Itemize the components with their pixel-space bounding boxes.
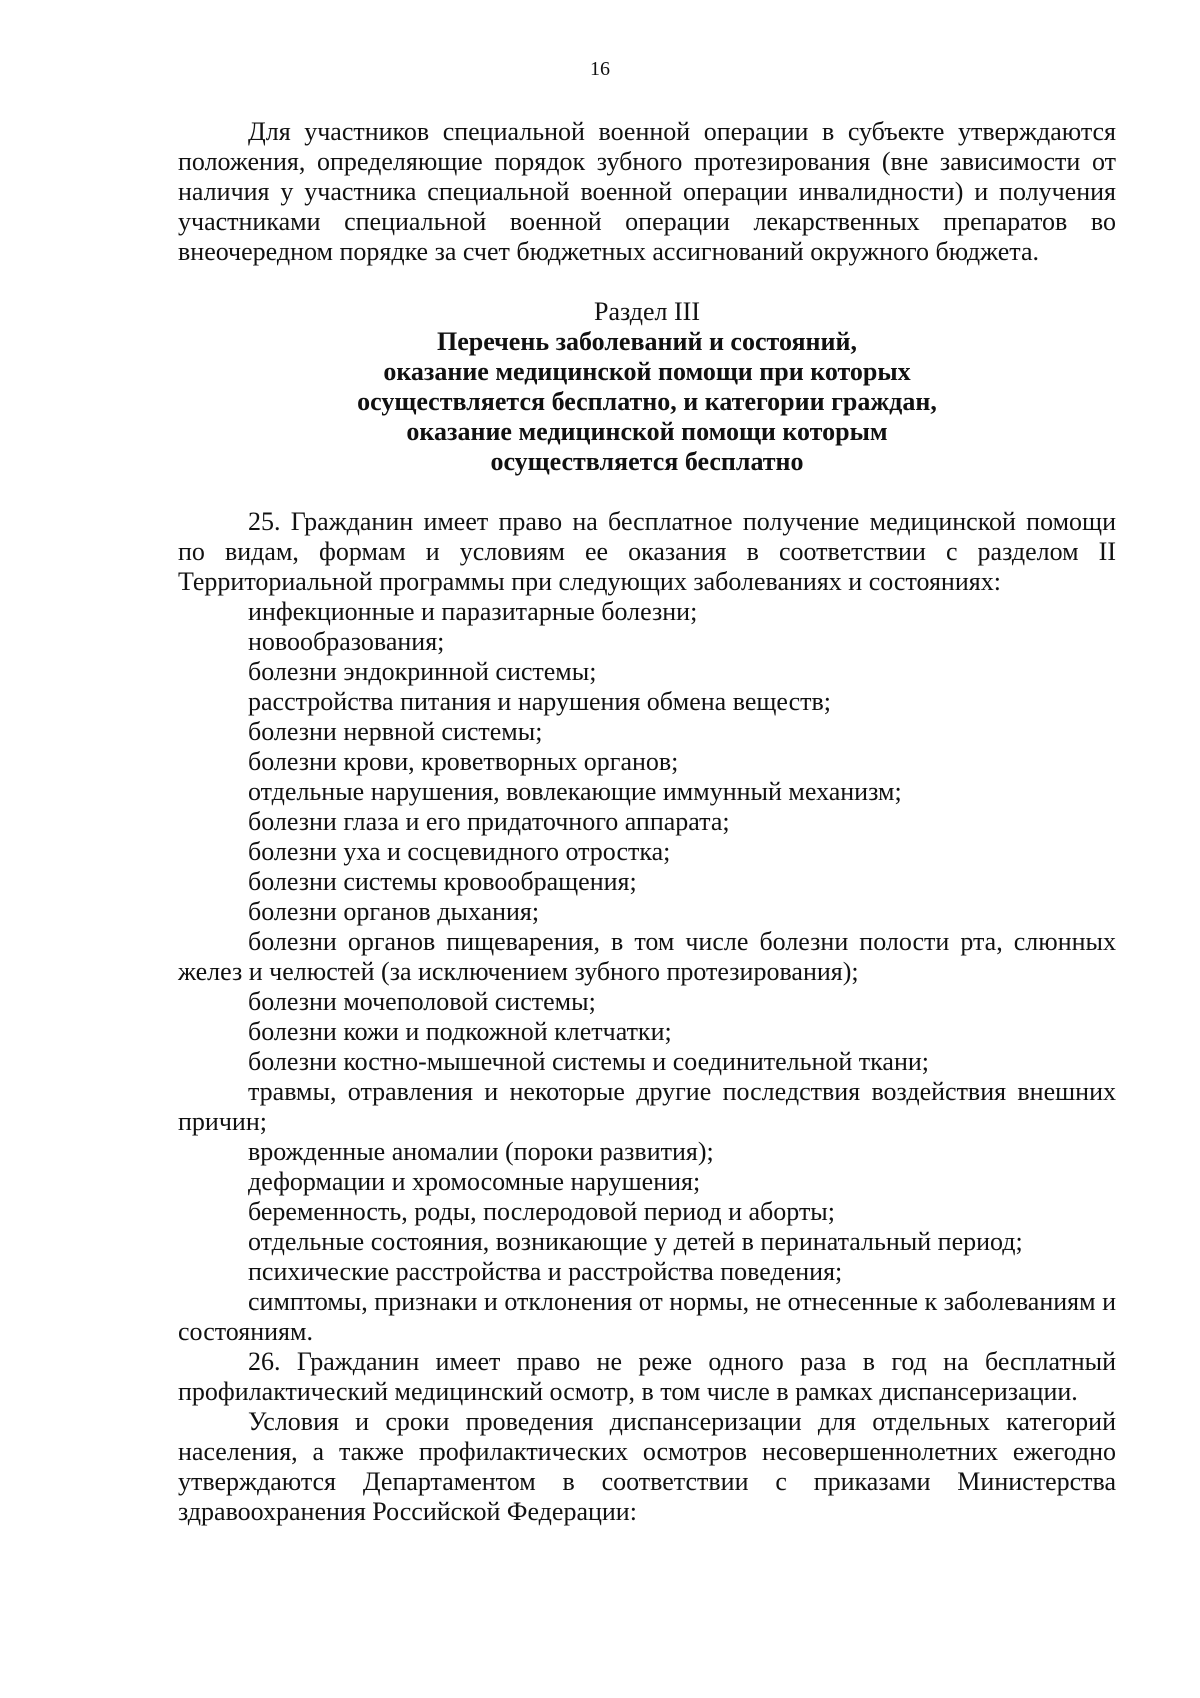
- page-number: 16: [590, 58, 610, 80]
- section-label: Раздел III: [593, 297, 701, 326]
- condition-item: отдельные состояния, возникающие у детей в перинатальный период;: [248, 1227, 1023, 1256]
- section-title-line: оказание медицинской помощи при которых: [383, 357, 911, 386]
- intro-block: [178, 117, 1116, 267]
- condition-item: травмы, отравления и некоторые другие последствия воздействия внешних причин;: [178, 1077, 1116, 1136]
- condition-item: отдельные нарушения, вовлекающие иммунный механизм;: [248, 777, 902, 806]
- condition-item: болезни уха и сосцевидного отростка;: [248, 837, 671, 866]
- section-title-line: оказание медицинской помощи которым: [406, 417, 888, 446]
- condition-item: инфекционные и паразитарные болезни;: [248, 597, 698, 626]
- condition-item: деформации и хромосомные нарушения;: [248, 1167, 701, 1196]
- section-title-line: осуществляется бесплатно, и категории граждан,: [357, 387, 937, 416]
- condition-item: болезни нервной системы;: [248, 717, 543, 746]
- condition-item: болезни глаза и его придаточного аппарата;: [248, 807, 730, 836]
- condition-item: врожденные аномалии (пороки развития);: [248, 1137, 714, 1166]
- dispensary-paragraph: Условия и сроки проведения диспансеризации для отдельных категорий населения, а также профилактических осмотров несовершеннолетних ежегодно утверждаются Департаментом в соответствии с приказами Министерства здравоохранения Российской Федерации:: [178, 1407, 1116, 1526]
- clause-block: [178, 507, 1116, 1527]
- condition-item: расстройства питания и нарушения обмена веществ;: [248, 687, 831, 716]
- condition-item: болезни кожи и подкожной клетчатки;: [248, 1017, 672, 1046]
- clause-25-intro: 25. Гражданин имеет право на бесплатное получение медицинской помощи по видам, формам и условиям ее оказания в соответствии с разделом II Территориальной программы при следующих заболеваниях и состояниях:: [178, 507, 1116, 596]
- intro-paragraph: Для участников специальной военной операции в субъекте утверждаются положения, определяющие порядок зубного протезирования (вне зависимости от наличия у участника специальной военной операции инвалидности) и получения участниками специальной военной операции лекарственных препаратов во внеочередном порядке за счет бюджетных ассигнований окружного бюджета.: [178, 117, 1116, 266]
- condition-item: симптомы, признаки и отклонения от нормы, не отнесенные к заболеваниям и состояниям.: [178, 1287, 1116, 1346]
- condition-item: болезни мочеполовой системы;: [248, 987, 596, 1016]
- condition-item: болезни эндокринной системы;: [248, 657, 597, 686]
- condition-item: болезни органов дыхания;: [248, 897, 540, 926]
- condition-item: болезни крови, кроветворных органов;: [248, 747, 679, 776]
- condition-item: беременность, роды, послеродовой период и аборты;: [248, 1197, 835, 1226]
- section-title-line: Перечень заболеваний и состояний,: [437, 327, 857, 356]
- condition-item: болезни костно-мышечной системы и соединительной ткани;: [248, 1047, 930, 1076]
- clause-26: 26. Гражданин имеет право не реже одного раза в год на бесплатный профилактический медицинский осмотр, в том числе в рамках диспансеризации.: [178, 1347, 1116, 1406]
- condition-item: психические расстройства и расстройства поведения;: [248, 1257, 843, 1286]
- condition-item: болезни системы кровообращения;: [248, 867, 637, 896]
- condition-item: новообразования;: [248, 627, 445, 656]
- section-heading: [178, 297, 1116, 477]
- section-title-line: осуществляется бесплатно: [490, 447, 804, 476]
- condition-item: болезни органов пищеварения, в том числе болезни полости рта, слюнных желез и челюстей (за исключением зубного протезирования);: [178, 927, 1116, 986]
